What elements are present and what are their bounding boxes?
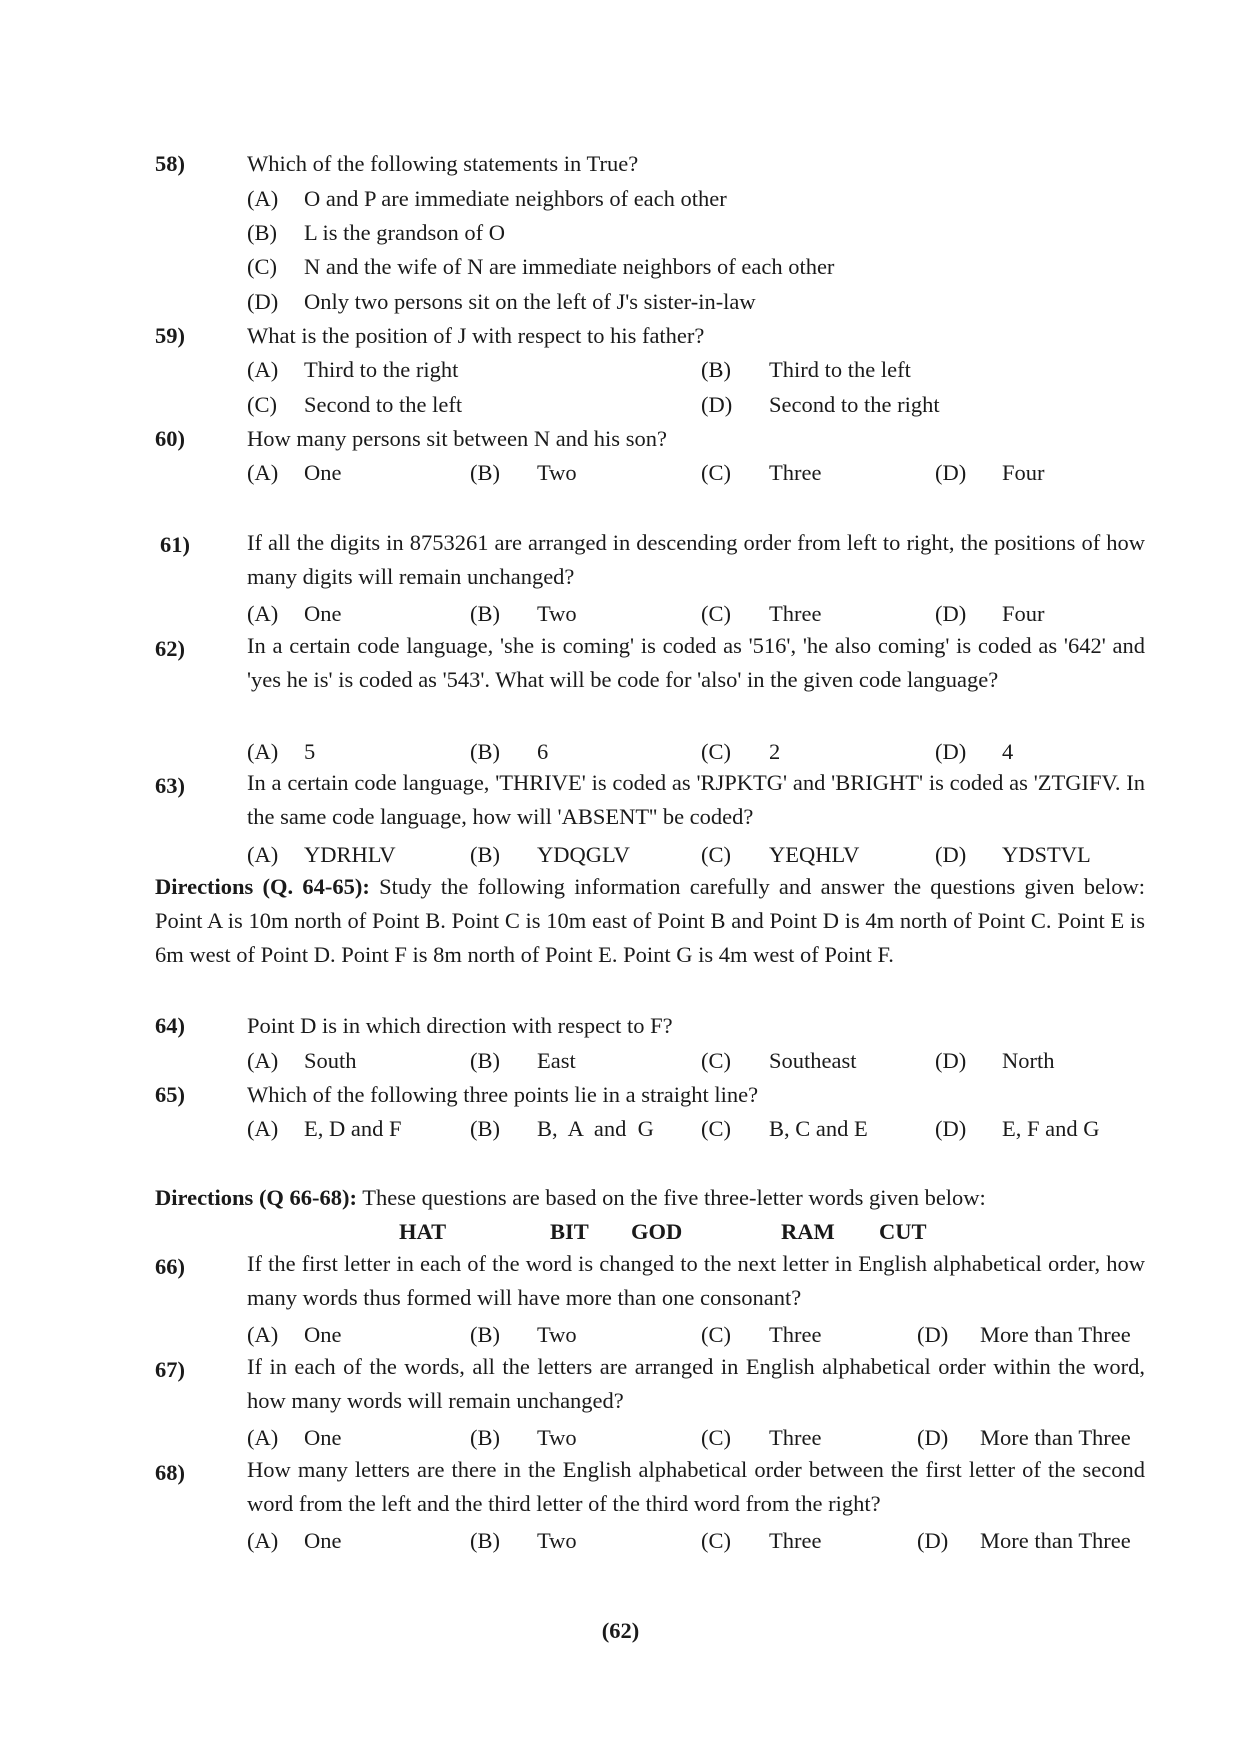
word: HAT [399, 1219, 447, 1244]
option-text: Two [537, 1425, 577, 1450]
option-text: Three [769, 1528, 822, 1553]
question-number: 58) [155, 151, 185, 176]
option-label: (C) [701, 601, 731, 626]
option-text: Three [769, 601, 822, 626]
question-text: What is the position of J with respect to his father? [247, 323, 705, 348]
option-text: Second to the left [304, 392, 463, 417]
option-text: Four [1002, 601, 1045, 626]
option-text: Third to the right [304, 357, 459, 382]
option-text: Third to the left [769, 357, 911, 382]
question-number: 59) [155, 323, 185, 348]
option-label: (C) [701, 1116, 731, 1141]
directions-text: Study the following information carefully and answer the questions given below: Point A is 10m north of Point B. Point C is 10m east of Point B and Point D is 4m north of Point C. Point E is 6m west of Point D. Point F is 8m north of Point E. Point G is 4m west of Point F. [155, 874, 1145, 968]
option-text: 5 [304, 739, 316, 764]
question-number: 66) [155, 1254, 185, 1279]
option-label: (C) [247, 254, 277, 279]
option-label: (B) [470, 739, 500, 764]
option-label: (A) [247, 1322, 279, 1347]
option-text: South [304, 1048, 357, 1073]
question-text: Which of the following statements in True? [247, 151, 639, 176]
option-label: (C) [701, 460, 731, 485]
directions-block [155, 1187, 986, 1210]
option-text: Only two persons sit on the left of J's sister-in-law [304, 289, 756, 314]
option-label: (D) [917, 1528, 949, 1553]
option-label: (A) [247, 842, 279, 867]
option-text: North [1002, 1048, 1055, 1073]
option-text: YDSTVL [1002, 842, 1091, 867]
question-text: In a certain code language, 'she is coming' is coded as '516', 'he also coming' is coded as '642' and 'yes he is' is coded as '543'. What will be code for 'also' in the given code language? [247, 633, 1145, 693]
option-text: One [304, 601, 342, 626]
directions-label: Directions (Q. 64-65): [155, 874, 370, 899]
question-number: 65) [155, 1082, 185, 1107]
option-text: Two [537, 601, 577, 626]
option-label: (D) [247, 289, 279, 314]
option-label: (A) [247, 1116, 279, 1141]
option-text: More than Three [980, 1425, 1131, 1450]
option-label: (D) [701, 392, 733, 417]
option-label: (C) [701, 1048, 731, 1073]
word: CUT [879, 1219, 927, 1244]
option-text: Three [769, 460, 822, 485]
option-label: (C) [701, 739, 731, 764]
option-label: (C) [247, 392, 277, 417]
question-text: If all the digits in 8753261 are arranged in descending order from left to right, the positions of how many digits will remain unchanged? [247, 530, 1145, 590]
option-text: Two [537, 1322, 577, 1347]
option-label: (B) [470, 460, 500, 485]
question-text: Which of the following three points lie in a straight line? [247, 1082, 759, 1107]
option-text: More than Three [980, 1322, 1131, 1347]
option-text: Second to the right [769, 392, 940, 417]
option-label: (D) [935, 601, 967, 626]
option-text: B, C and E [769, 1116, 868, 1141]
option-label: (A) [247, 739, 279, 764]
option-text: 6 [537, 739, 549, 764]
option-text: L is the grandson of O [304, 220, 506, 245]
question-text: How many persons sit between N and his son? [247, 426, 667, 451]
option-label: (B) [470, 1322, 500, 1347]
option-text: More than Three [980, 1528, 1131, 1553]
option-label: (B) [247, 220, 277, 245]
question-text: Point D is in which direction with respect to F? [247, 1013, 673, 1038]
option-label: (A) [247, 357, 279, 382]
question-text: In a certain code language, 'THRIVE' is coded as 'RJPKTG' and 'BRIGHT' is coded as 'ZTGIFV. In the same code language, how will 'ABSENT'' be coded? [247, 770, 1145, 830]
question-text: How many letters are there in the English alphabetical order between the first letter of the second word from the left and the third letter of the third word from the right? [247, 1457, 1145, 1517]
question-number: 60) [155, 426, 185, 451]
directions-label: Directions (Q 66-68): [155, 1185, 358, 1210]
option-text: Two [537, 1528, 577, 1553]
option-text: YDQGLV [537, 842, 630, 867]
option-text: E, D and F [304, 1116, 402, 1141]
option-label: (B) [470, 1528, 500, 1553]
option-label: (D) [935, 739, 967, 764]
question-number: 67) [155, 1357, 185, 1382]
option-label: (B) [701, 357, 731, 382]
option-text: Two [537, 460, 577, 485]
option-label: (C) [701, 1322, 731, 1347]
option-text: 4 [1002, 739, 1014, 764]
option-label: (B) [470, 1048, 500, 1073]
option-label: (D) [935, 460, 967, 485]
option-text: E, F and G [1002, 1116, 1100, 1141]
option-text: Three [769, 1322, 822, 1347]
option-text: YEQHLV [769, 842, 860, 867]
question-number: 61) [160, 532, 190, 557]
word: BIT [550, 1219, 589, 1244]
option-label: (C) [701, 842, 731, 867]
option-text: East [537, 1048, 576, 1073]
option-text: One [304, 460, 342, 485]
option-label: (B) [470, 1116, 500, 1141]
word-list [0, 1221, 1241, 1247]
option-label: (D) [917, 1322, 949, 1347]
question-text: If in each of the words, all the letters are arranged in English alphabetical order within the word, how many words will remain unchanged? [247, 1354, 1145, 1414]
option-label: (D) [935, 1048, 967, 1073]
word: GOD [631, 1219, 683, 1244]
question-text: If the first letter in each of the word is changed to the next letter in English alphabetical order, how many words thus formed will have more than one consonant? [247, 1251, 1145, 1311]
question-number: 63) [155, 773, 185, 798]
directions-block [155, 870, 1145, 973]
option-label: (A) [247, 601, 279, 626]
option-text: O and P are immediate neighbors of each other [304, 186, 727, 211]
option-text: Southeast [769, 1048, 857, 1073]
option-label: (C) [701, 1425, 731, 1450]
option-label: (B) [470, 842, 500, 867]
option-text: 2 [769, 739, 781, 764]
word: RAM [781, 1219, 835, 1244]
question-number: 62) [155, 636, 185, 661]
option-text: Three [769, 1425, 822, 1450]
option-label: (B) [470, 601, 500, 626]
option-text: Four [1002, 460, 1045, 485]
option-label: (C) [701, 1528, 731, 1553]
option-label: (A) [247, 186, 279, 211]
option-label: (A) [247, 1425, 279, 1450]
question-number: 68) [155, 1460, 185, 1485]
option-text: YDRHLV [304, 842, 396, 867]
option-label: (D) [935, 842, 967, 867]
option-label: (B) [470, 1425, 500, 1450]
option-text: B, A and G [537, 1116, 654, 1141]
page-number: (62) [601, 1618, 640, 1643]
option-text: One [304, 1425, 342, 1450]
option-label: (A) [247, 1048, 279, 1073]
option-text: One [304, 1528, 342, 1553]
option-label: (D) [917, 1425, 949, 1450]
directions-text: These questions are based on the five three-letter words given below: [357, 1185, 986, 1210]
option-label: (A) [247, 1528, 279, 1553]
option-text: One [304, 1322, 342, 1347]
option-label: (D) [935, 1116, 967, 1141]
option-label: (A) [247, 460, 279, 485]
question-number: 64) [155, 1013, 185, 1038]
option-text: N and the wife of N are immediate neighbors of each other [304, 254, 835, 279]
